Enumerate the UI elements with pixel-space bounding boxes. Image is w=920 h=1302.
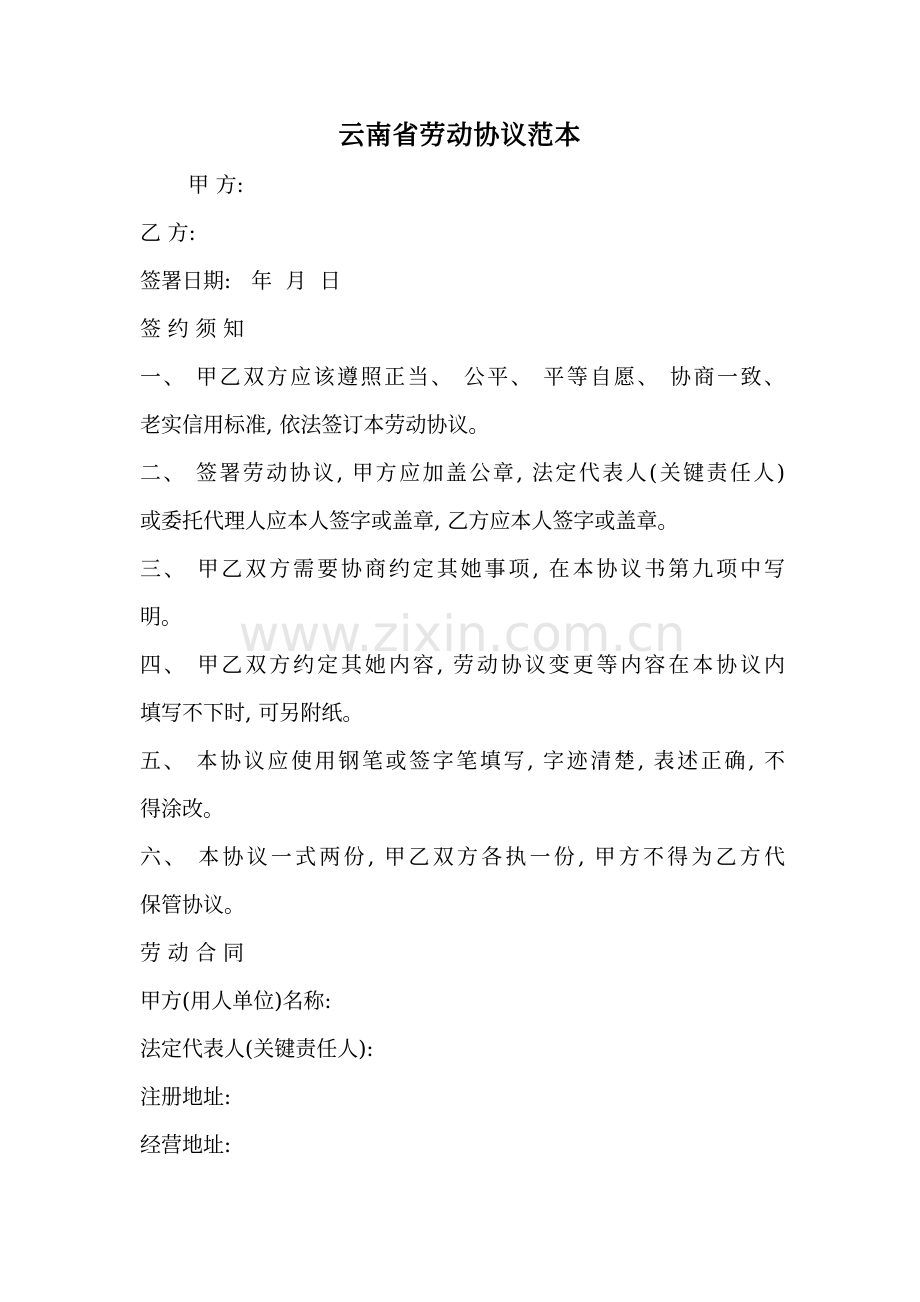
document-title: 云南省劳动协议范本 bbox=[338, 121, 582, 151]
party-a-label: 甲 方: bbox=[188, 173, 244, 197]
employer-name-label: 甲方(用人单位)名称: bbox=[140, 989, 332, 1013]
notice-item-4-line-1: 四、 甲乙双方约定其她内容, 劳动协议变更等内容在本协议内 bbox=[140, 653, 785, 677]
signing-date-label: 签署日期: 年 月 日 bbox=[140, 269, 341, 293]
notice-item-3-line-1: 三、 甲乙双方需要协商约定其她事项, 在本协议书第九项中写 bbox=[140, 557, 785, 581]
business-address-label: 经营地址: bbox=[140, 1133, 232, 1157]
notice-item-5-line-1: 五、 本协议应使用钢笔或签字笔填写, 字迹清楚, 表述正确, 不 bbox=[140, 749, 785, 773]
party-b-label: 乙 方: bbox=[140, 221, 196, 245]
registered-address-label: 注册地址: bbox=[140, 1085, 232, 1109]
notice-item-3-line-2: 明。 bbox=[140, 605, 182, 629]
notice-item-5-line-2: 得涂改。 bbox=[140, 797, 224, 821]
legal-representative-label: 法定代表人(关键责任人): bbox=[140, 1037, 374, 1061]
notice-item-4-line-2: 填写不下时, 可另附纸。 bbox=[140, 701, 364, 725]
watermark-text: www.zixin.com.cn bbox=[238, 605, 686, 663]
notice-item-6-line-2: 保管协议。 bbox=[140, 893, 245, 917]
signing-notice-heading: 签 约 须 知 bbox=[140, 317, 245, 341]
notice-item-1-line-1: 一、 甲乙双方应该遵照正当、 公平、 平等自愿、 协商一致、 bbox=[140, 365, 785, 389]
notice-item-2-line-2: 或委托代理人应本人签字或盖章, 乙方应本人签字或盖章。 bbox=[140, 509, 679, 533]
labor-contract-heading: 劳 动 合 同 bbox=[140, 941, 245, 965]
notice-item-6-line-1: 六、 本协议一式两份, 甲乙双方各执一份, 甲方不得为乙方代 bbox=[140, 845, 785, 869]
notice-item-1-line-2: 老实信用标准, 依法签订本劳动协议。 bbox=[140, 413, 490, 437]
notice-item-2-line-1: 二、 签署劳动协议, 甲方应加盖公章, 法定代表人(关键责任人) bbox=[140, 461, 785, 485]
